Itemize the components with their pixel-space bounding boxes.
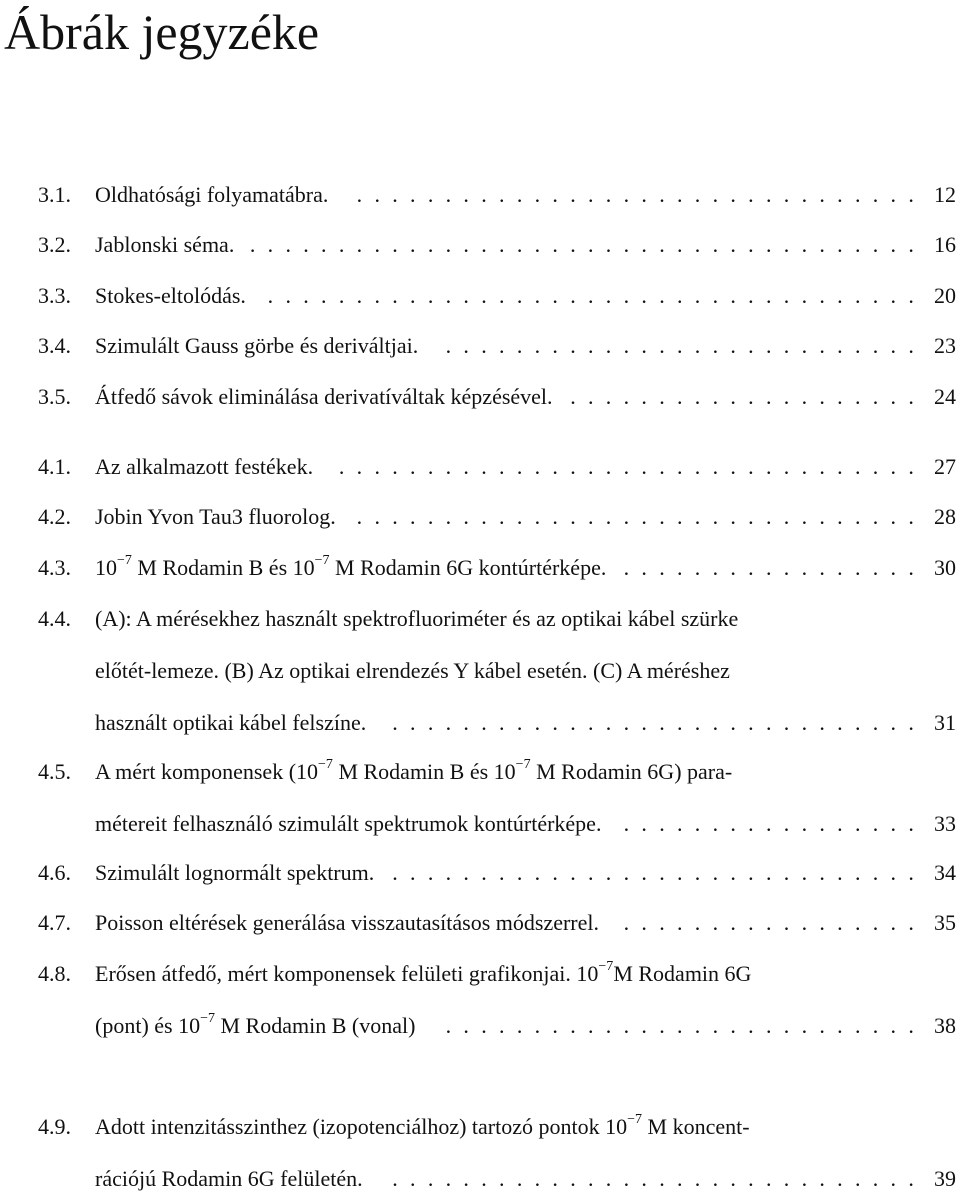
figure-number: 4.2. xyxy=(38,504,71,529)
figure-caption: (pont) és $10^{-7}$ M Rodamin B (vonal) xyxy=(95,1010,416,1038)
page-number: 31 xyxy=(934,710,956,735)
figure-line xyxy=(38,380,960,414)
figure-caption: Jablonski séma. xyxy=(95,232,235,257)
figure-line xyxy=(38,807,960,841)
figure-line xyxy=(38,856,960,890)
figure-caption: Jobin Yvon Tau3 fluorolog. xyxy=(95,504,336,529)
page-number: 35 xyxy=(934,910,956,935)
page-number: 27 xyxy=(934,454,956,479)
figure-number: 3.3. xyxy=(38,283,71,308)
figure-caption: métereit felhasználó szimulált spektrumok kontúrtérképe. xyxy=(95,811,602,836)
figure-line xyxy=(38,551,960,585)
figure-caption: (A): A mérésekhez használt spektrofluoriméter és az optikai kábel szürke xyxy=(95,606,739,631)
page-number: 39 xyxy=(934,1166,956,1191)
page-number: 16 xyxy=(934,232,956,257)
page-number: 30 xyxy=(934,555,956,580)
dot-leader: . . . . . . . . . . . . . . . . . . . . . . . . . . . . . . . . . . . . . xyxy=(267,283,914,308)
page-number: 34 xyxy=(934,860,956,885)
figure-caption: Adott intenzitásszinthez (izopotenciálhoz) tartozó pontok $10^{-7}$ M koncent- xyxy=(95,1111,750,1139)
figure-caption: Erősen átfedő, mért komponensek felületi grafikonjai. $10^{-7}M$ Rodamin 6G xyxy=(95,958,752,986)
dot-leader: . . . . . . . . . . . . . . . . . . . . xyxy=(570,384,914,409)
figure-caption: Átfedő sávok eliminálása derivatíváltak képzésével. xyxy=(95,384,553,409)
page-number: 38 xyxy=(934,1013,956,1038)
dot-leader: . . . . . . . . . . . . . . . . . . . . . . . . . . . . . . xyxy=(392,1166,914,1191)
figure-caption: A mért komponensek ($10^{-7}$ M Rodamin B és $10^{-7}$ M Rodamin 6G) para- xyxy=(95,756,733,784)
figure-caption: előtét-lemeze. (B) Az optikai elrendezés Y kábel esetén. (C) A méréshez xyxy=(95,658,730,683)
dot-leader: . . . . . . . . . . . . . . . . . xyxy=(623,910,914,935)
figure-caption: Oldhatósági folyamatábra. xyxy=(95,182,329,207)
figure-caption: Az alkalmazott festékek. xyxy=(95,454,314,479)
figure-number: 4.4. xyxy=(38,606,71,631)
figure-line xyxy=(38,706,960,740)
figure-number: 4.6. xyxy=(38,860,71,885)
figure-line xyxy=(38,755,960,789)
figure-caption: Szimulált Gauss görbe és deriváltjai. xyxy=(95,333,419,358)
figure-line xyxy=(38,906,960,940)
figure-caption: $10^{-7}$ M Rodamin B és $10^{-7}$ M Rodamin 6G kontúrtérképe. xyxy=(95,552,607,580)
figure-line xyxy=(38,279,960,313)
dot-leader: . . . . . . . . . . . . . . . . . . . . . . . . . . . . . . . . xyxy=(356,182,914,207)
figure-number: 3.4. xyxy=(38,333,71,358)
figure-number: 3.5. xyxy=(38,384,71,409)
dot-leader: . . . . . . . . . . . . . . . . . . . . . . . . . . . . . . xyxy=(392,710,914,735)
figure-number: 4.9. xyxy=(38,1114,71,1139)
page-number: 23 xyxy=(934,333,956,358)
page-number: 20 xyxy=(934,283,956,308)
page-title: Ábrák jegyzéke xyxy=(4,4,320,60)
figure-line xyxy=(38,450,960,484)
figure-number: 3.2. xyxy=(38,232,71,257)
dot-leader: . . . . . . . . . . . . . . . . . . . . . . . . . . . . . . . . . xyxy=(338,454,914,479)
page-number: 24 xyxy=(934,384,956,409)
figure-line xyxy=(38,1162,960,1196)
figure-number: 4.8. xyxy=(38,961,71,986)
figure-line xyxy=(38,957,960,991)
figure-number: 3.1. xyxy=(38,182,71,207)
figure-number: 4.5. xyxy=(38,759,71,784)
figure-caption: használt optikai kábel felszíne. xyxy=(95,710,367,735)
dot-leader: . . . . . . . . . . . . . . . . . . . . . . . . . . . . . . . . . . . . . . xyxy=(249,232,914,257)
figure-line xyxy=(38,1009,960,1043)
page-number: 28 xyxy=(934,504,956,529)
dot-leader: . . . . . . . . . . . . . . . . . . . . . . . . . . . . . . xyxy=(392,860,914,885)
figure-caption: Szimulált lognormált spektrum. xyxy=(95,860,375,885)
figure-line xyxy=(38,178,960,212)
page-number: 33 xyxy=(934,811,956,836)
dot-leader: . . . . . . . . . . . . . . . . . . . . . . . . . . . xyxy=(445,333,914,358)
figure-caption: Stokes-eltolódás. xyxy=(95,283,246,308)
dot-leader: . . . . . . . . . . . . . . . . . . . . . . . . . . . . . . . . xyxy=(356,504,914,529)
dot-leader: . . . . . . . . . . . . . . . . . . . . . . . . . . . xyxy=(445,1013,914,1038)
figure-caption: rációjú Rodamin 6G felületén. xyxy=(95,1166,363,1191)
dot-leader: . . . . . . . . . . . . . . . . . xyxy=(623,555,914,580)
figure-line xyxy=(38,602,960,636)
figure-number: 4.1. xyxy=(38,454,71,479)
figure-number: 4.7. xyxy=(38,910,71,935)
figure-caption: Poisson eltérések generálása visszautasításos módszerrel. xyxy=(95,910,600,935)
figure-line xyxy=(38,329,960,363)
figure-line xyxy=(38,654,960,688)
figure-line xyxy=(38,500,960,534)
page-number: 12 xyxy=(934,182,956,207)
dot-leader: . . . . . . . . . . . . . . . . . xyxy=(623,811,914,836)
figure-line xyxy=(38,228,960,262)
figure-number: 4.3. xyxy=(38,555,71,580)
figure-line xyxy=(38,1110,960,1144)
